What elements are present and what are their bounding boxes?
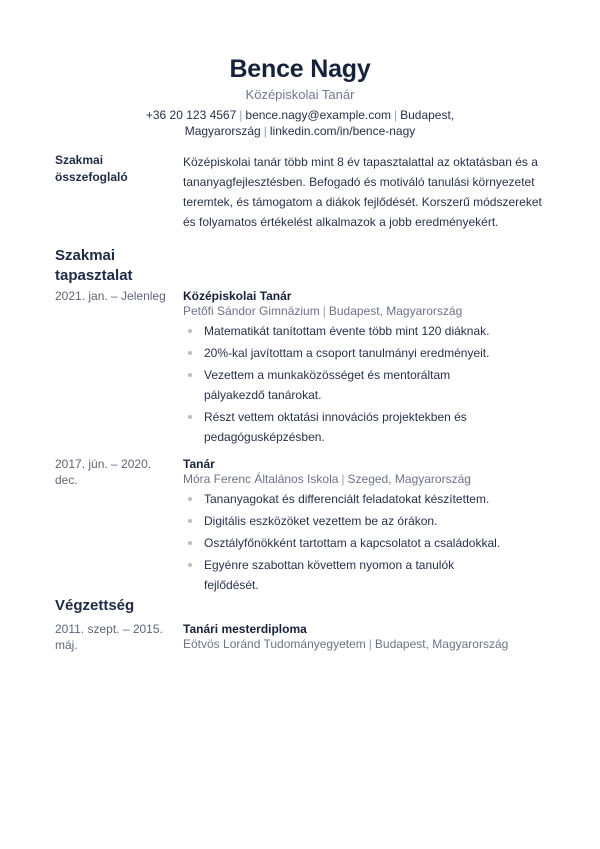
org-separator: | (341, 472, 345, 486)
employer-name: Móra Ferenc Általános Iskola (183, 472, 339, 486)
bullet-text: Matematikát tanítottam évente több mint 120 diáknak. (204, 324, 490, 338)
bullet-text: Egyénre szabottan követtem nyomon a tanulók fejlődését. (204, 558, 455, 592)
bullet-text: Digitális eszközöket vezettem be az órákon. (204, 514, 438, 528)
experience-heading: Szakmai tapasztalat (55, 247, 133, 284)
employer-location: Budapest, Magyarország (328, 304, 463, 318)
bullet-dot-icon (188, 351, 192, 355)
bullet-text: Tananyagokat és differenciált feladatokat készítettem. (204, 492, 490, 506)
job-organization (183, 304, 553, 318)
bullet-item (183, 365, 504, 405)
candidate-name: Bence Nagy (229, 55, 371, 83)
bullet-dot-icon (188, 373, 192, 377)
employer-name: Petőfi Sándor Gimnázium (183, 304, 320, 318)
bullet-dot-icon (188, 541, 192, 545)
bullet-dot-icon (188, 415, 192, 419)
job-date: 2017. jún. – 2020. dec. (55, 457, 152, 487)
job-content (183, 288, 553, 449)
job-role: Középiskolai Tanár (183, 289, 292, 303)
school-info (183, 637, 553, 651)
phone-number: +36 20 123 4567 (145, 108, 237, 122)
bullet-text: Vezettem a munkaközösséget és mentoráltam pályakezdő tanárokat. (204, 368, 451, 402)
job-organization (183, 472, 553, 486)
bullet-dot-icon (188, 563, 192, 567)
candidate-title: Középiskolai Tanár (245, 87, 355, 102)
location-text: Budapest, Magyarország (184, 108, 455, 138)
bullet-item (183, 321, 504, 341)
bullet-item (183, 555, 504, 595)
summary-text: Középiskolai tanár több mint 8 év tapasztalattal az oktatásban és a tananyagfejlesztésben. Befogadó és motiváló tanulási környezetet teremtek, és támogatom a diákok fejlődését. Korszerű módszereket és folyamatos értékelést alkalmazok a jobb eredményekért. (183, 155, 542, 229)
bullet-text: Osztályfőnökként tartottam a kapcsolatot a családokkal. (204, 536, 501, 550)
bullet-text: 20%-kal javítottam a csoport tanulmányi eredményeit. (204, 346, 490, 360)
education-content (183, 621, 553, 651)
job-role: Tanár (183, 457, 215, 471)
job-bullet-list (183, 321, 553, 447)
contact-line (100, 107, 500, 139)
summary-heading: Szakmai összefoglaló (55, 153, 128, 184)
contact-separator: | (263, 124, 267, 138)
contact-separator: | (239, 108, 243, 122)
school-name: Eötvös Loránd Tudományegyetem (183, 637, 366, 651)
org-separator: | (368, 637, 372, 651)
linkedin-url: linkedin.com/in/bence-nagy (269, 124, 416, 138)
education-date: 2011. szept. – 2015. máj. (55, 622, 163, 652)
bullet-dot-icon (188, 497, 192, 501)
school-location: Budapest, Magyarország (374, 637, 509, 651)
org-separator: | (322, 304, 326, 318)
job-bullet-list (183, 489, 553, 595)
bullet-dot-icon (188, 519, 192, 523)
bullet-text: Részt vettem oktatási innovációs projektekben és pedagógusképzésben. (204, 410, 467, 444)
degree-name: Tanári mesterdiploma (183, 622, 307, 636)
employer-location: Szeged, Magyarország (347, 472, 471, 486)
bullet-item (183, 511, 504, 531)
bullet-item (183, 343, 504, 363)
bullet-item (183, 533, 504, 553)
resume-header (0, 54, 600, 139)
education-heading: Végzettség (55, 597, 135, 614)
email-address: bence.nagy@example.com (245, 108, 391, 122)
bullet-dot-icon (188, 329, 192, 333)
contact-separator: | (393, 108, 398, 122)
job-content (183, 456, 553, 597)
bullet-item (183, 407, 504, 447)
bullet-item (183, 489, 504, 509)
job-date: 2021. jan. – Jelenleg (55, 289, 166, 303)
